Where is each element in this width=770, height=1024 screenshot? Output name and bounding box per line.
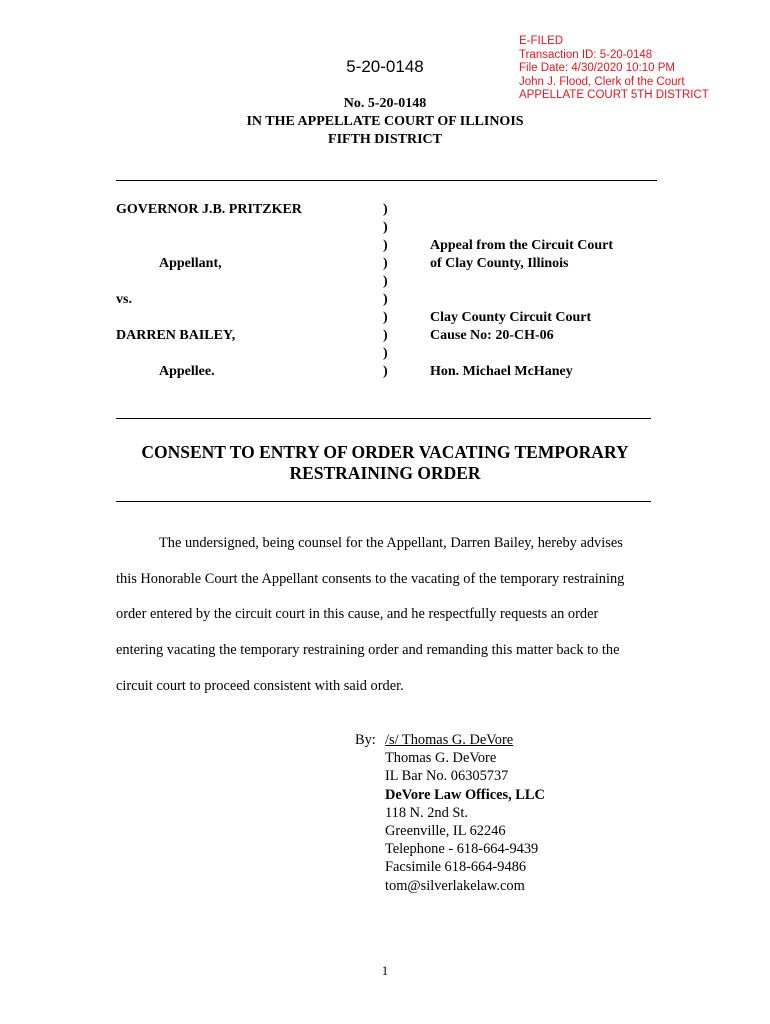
body-line: The undersigned, being counsel for the Appellant, Darren Bailey, hereby advises — [159, 535, 623, 551]
efile-stamp-line: Transaction ID: 5-20-0148 — [519, 48, 653, 61]
appellee-name: DARREN BAILEY, — [116, 328, 236, 343]
email-address: tom@silverlakelaw.com — [385, 877, 525, 894]
body-line: order entered by the circuit court in this cause, and he respectfully requests an order — [116, 606, 599, 622]
bar-number: IL Bar No. 06305737 — [385, 768, 509, 785]
appellant-role: Appellant, — [159, 256, 222, 271]
firm-name: DeVore Law Offices, LLC — [385, 786, 545, 803]
document-title-line-2: RESTRAINING ORDER — [289, 463, 481, 483]
body-line: this Honorable Court the Appellant consents to the vacating of the temporary restraining — [116, 571, 625, 587]
attorney-name: Thomas G. DeVore — [385, 750, 497, 767]
caption-parentheses — [383, 201, 388, 381]
caption-paren: ) — [383, 238, 388, 253]
caption-paren: ) — [383, 292, 388, 307]
telephone-number: Telephone - 618-664-9439 — [385, 841, 539, 858]
appellant-name: GOVERNOR J.B. PRITZKER — [116, 202, 302, 217]
document-title — [0, 442, 770, 484]
top-case-number: 5-20-0148 — [346, 57, 424, 76]
city-state-zip: Greenville, IL 62246 — [385, 823, 506, 840]
caption-paren: ) — [383, 310, 388, 325]
caption-paren: ) — [383, 364, 388, 379]
caption-paren: ) — [383, 346, 388, 361]
versus-label: vs. — [116, 292, 132, 307]
cause-number: Cause No: 20-CH-06 — [430, 328, 554, 343]
appellee-role: Appellee. — [159, 364, 215, 379]
district-name: FIFTH DISTRICT — [328, 132, 442, 147]
page-number: 1 — [381, 963, 389, 978]
street-address: 118 N. 2nd St. — [385, 804, 469, 821]
caption-paren: ) — [383, 256, 388, 271]
caption-paren: ) — [383, 202, 388, 217]
court-name: IN THE APPELLATE COURT OF ILLINOIS — [246, 114, 524, 129]
case-number: No. 5-20-0148 — [343, 96, 427, 111]
efile-stamp-line: John J. Flood, Clerk of the Court — [519, 75, 685, 88]
body-line: circuit court to proceed consistent with said order. — [116, 678, 404, 694]
title-top-rule — [116, 418, 651, 419]
efile-stamp-line: APPELLATE COURT 5TH DISTRICT — [519, 89, 709, 102]
appeal-from-line-1: Appeal from the Circuit Court — [430, 238, 614, 253]
caption-top-rule — [116, 180, 657, 181]
judge-name: Hon. Michael McHaney — [430, 364, 573, 379]
signature-block — [355, 731, 545, 895]
caption-paren: ) — [383, 274, 388, 289]
court-heading — [0, 95, 770, 149]
appeal-from-line-2: of Clay County, Illinois — [430, 256, 569, 271]
caption-paren: ) — [383, 220, 388, 235]
efile-stamp-line: File Date: 4/30/2020 10:10 PM — [519, 62, 675, 75]
title-bottom-rule — [116, 501, 651, 502]
facsimile-number: Facsimile 618-664-9486 — [385, 859, 527, 876]
body-line: entering vacating the temporary restraining order and remanding this matter back to the — [116, 642, 620, 658]
caption-paren: ) — [383, 328, 388, 343]
circuit-court-name: Clay County Circuit Court — [430, 310, 592, 325]
efile-stamp-line: E-FILED — [519, 35, 564, 47]
electronic-signature: /s/ Thomas G. DeVore — [385, 732, 514, 748]
document-title-line-1: CONSENT TO ENTRY OF ORDER VACATING TEMPORARY — [141, 442, 629, 462]
by-label: By: — [355, 732, 376, 748]
